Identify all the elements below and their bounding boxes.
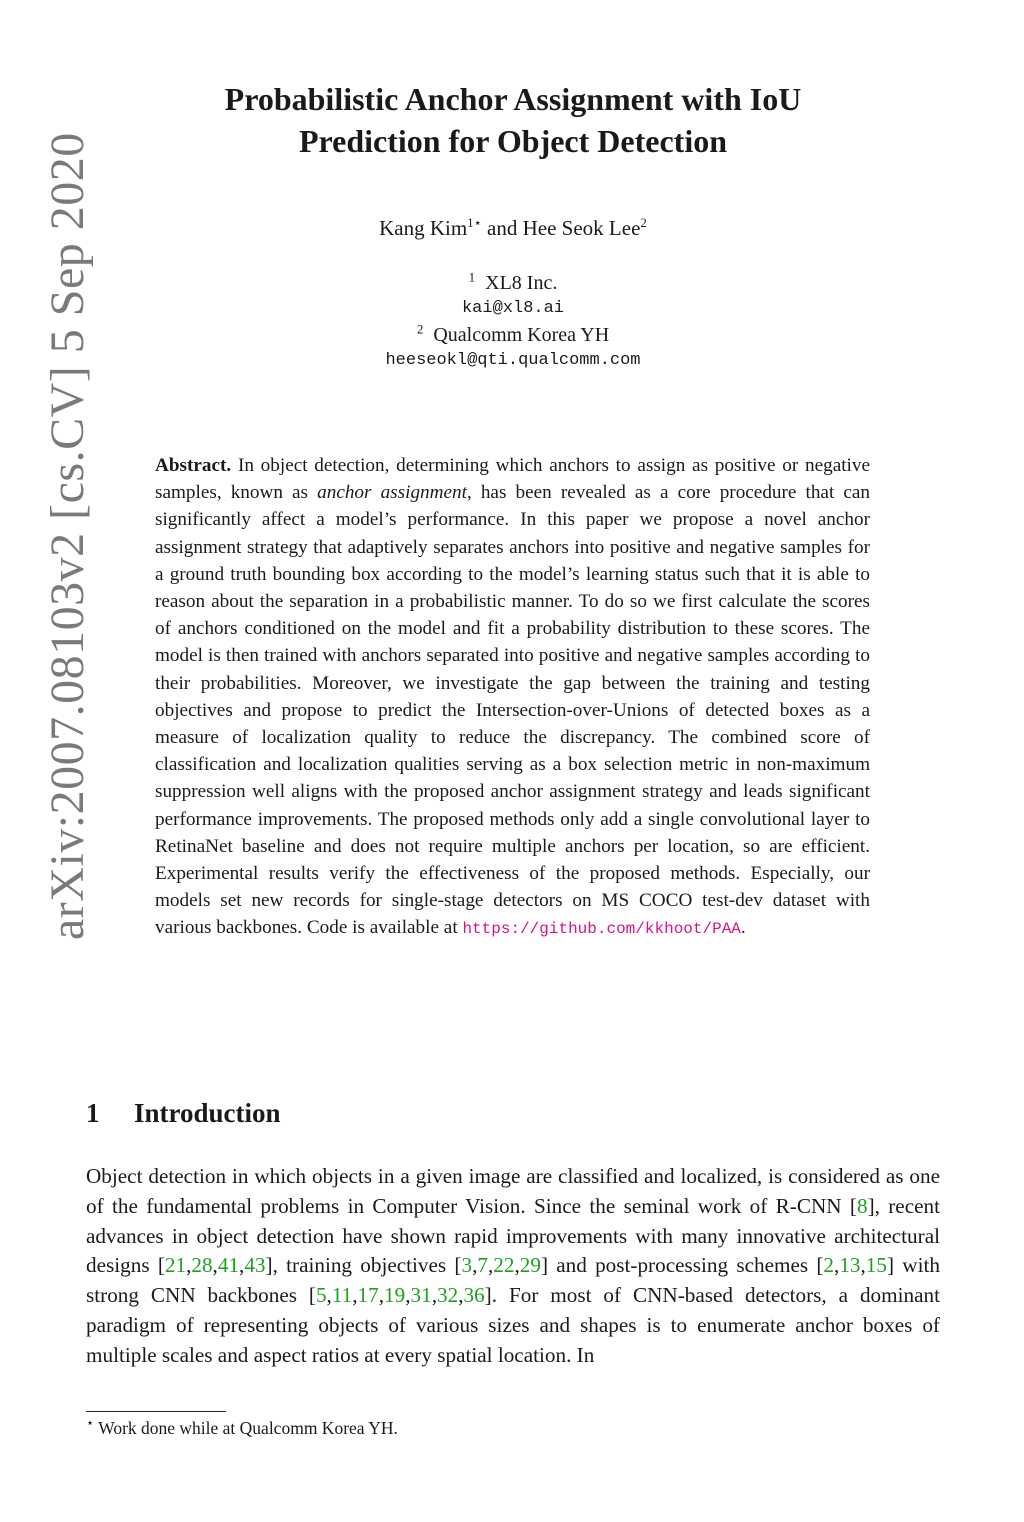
footnote-text: Work done while at Qualcomm Korea YH. (94, 1418, 398, 1438)
citation[interactable]: 41 (217, 1253, 240, 1278)
footnote-rule (86, 1411, 226, 1412)
author-2-mark: 2 (640, 215, 647, 230)
citation[interactable]: 3 (461, 1253, 473, 1278)
footnote (86, 1415, 940, 1439)
intro-text-3: ], training objectives [ (265, 1253, 462, 1278)
abstract-emphasis: anchor assignment (317, 482, 467, 504)
citation[interactable]: 21 (164, 1253, 187, 1278)
citation[interactable]: 22 (493, 1253, 515, 1278)
intro-text-2: ], recent advances in object detection have shown rapid improvements with many innovative architectural designs [ (86, 1193, 940, 1278)
citation[interactable]: 2 (823, 1253, 835, 1278)
footnote-mark: ⋆ (86, 1415, 95, 1431)
citation[interactable]: 8 (856, 1193, 868, 1218)
affiliation-1-email: kai@xl8.ai (461, 299, 565, 318)
section-heading (86, 1098, 281, 1129)
intro-text-1: Object detection in which objects in a given image are classified and localized, is considered as one of the fundamental problems in Computer Vision. Since the seminal work of R-CNN [ (86, 1164, 940, 1218)
section-number: 1 (86, 1098, 100, 1128)
arxiv-side-stamp: arXiv:2007.08103v2 [cs.CV] 5 Sep 2020 (41, 132, 94, 940)
citation[interactable]: 28 (191, 1253, 213, 1278)
author-2: Hee Seok Lee (522, 216, 641, 240)
citation[interactable]: 36 (463, 1283, 485, 1308)
section-title: Introduction (134, 1098, 281, 1128)
citation[interactable]: 17 (357, 1283, 379, 1308)
abstract-text-2: , has been revealed as a core procedure that can significantly affect a model’s performance. In this paper we propose a novel anchor assignment strategy that adaptively separates anchors into positive and negative samples for a ground truth bounding box according to the model’s learning status such that it is able to reason about the separation in a probabilistic manner. To do so we first calculate the scores of anchors conditioned on the model and fit a probability distribution to these scores. The model is then trained with anchors separated into positive and negative samples according to their probabilities. Moreover, we investigate the gap between the training and testing objectives and propose to predict the Intersection-over-Unions of detected boxes as a measure of localization quality to reduce the discrepancy. The combined score of classification and localization qualities serving as a box selection metric in non-maximum suppression well aligns with the proposed anchor assignment strategy and leads significant performance improvements. The proposed methods only add a single convolutional layer to RetinaNet baseline and does not require multiple anchors per location, so are efficient. Experimental results verify the effectiveness of the proposed methods. Especially, our models set new records for single-stage detectors on MS COCO test-dev dataset with various backbones. Code is available at (155, 482, 871, 939)
abstract-end: . (740, 917, 746, 939)
affiliation-1 (90, 270, 936, 296)
citation[interactable]: 43 (244, 1253, 266, 1278)
citation[interactable]: 15 (865, 1253, 887, 1278)
author-1-mark: 1⋆ (467, 215, 482, 230)
citation[interactable]: 29 (519, 1253, 541, 1278)
intro-text-6: ]. For most of CNN-based detectors, a dominant paradigm of representing objects of various sizes and shapes is to enumerate anchor boxes of multiple scales and aspect ratios at every spatial location. In (86, 1283, 940, 1367)
affiliation-2-email: heeseokl@qti.qualcomm.com (385, 351, 641, 370)
intro-paragraph (86, 1162, 940, 1371)
citation-group-postproc: 2,13,15 (823, 1253, 887, 1278)
affiliations (90, 270, 936, 374)
citation-group-backbones: 5,11,17,19,31,32,36 (315, 1283, 485, 1308)
citation[interactable]: 13 (839, 1253, 861, 1278)
abstract (155, 452, 870, 944)
citation[interactable]: 11 (331, 1283, 353, 1308)
intro-text-5: ] with strong CNN backbones [ (86, 1253, 940, 1308)
abstract-label: Abstract. (155, 455, 232, 476)
affiliation-2-name: Qualcomm Korea YH (433, 324, 610, 346)
citation[interactable]: 7 (477, 1253, 488, 1278)
intro-text-4: ] and post-processing schemes [ (540, 1253, 824, 1278)
citation[interactable]: 32 (437, 1283, 459, 1308)
code-link[interactable]: https://github.com/kkhoot/PAA (462, 920, 741, 939)
citation[interactable]: 19 (384, 1283, 406, 1308)
author-and: and (481, 216, 523, 240)
author-list (90, 216, 936, 241)
abstract-text-1: In object detection, determining which anchors to assign as positive or negative samples, known as (155, 455, 870, 504)
citation-group-objectives: 3,7,22,29 (461, 1253, 541, 1278)
citation[interactable]: 5 (315, 1283, 327, 1308)
author-1: Kang Kim (379, 216, 468, 240)
title-line-2: Prediction for Object Detection (298, 123, 727, 159)
affiliation-2-num: 2 (416, 321, 424, 337)
affiliation-2 (90, 322, 936, 348)
affiliation-1-name: XL8 Inc. (485, 272, 558, 294)
citation[interactable]: 31 (410, 1283, 432, 1308)
paper-title (90, 78, 936, 162)
affiliation-1-num: 1 (468, 269, 476, 285)
citation-group-arch: 21,28,41,43 (164, 1253, 266, 1278)
title-line-1: Probabilistic Anchor Assignment with IoU (224, 81, 802, 117)
